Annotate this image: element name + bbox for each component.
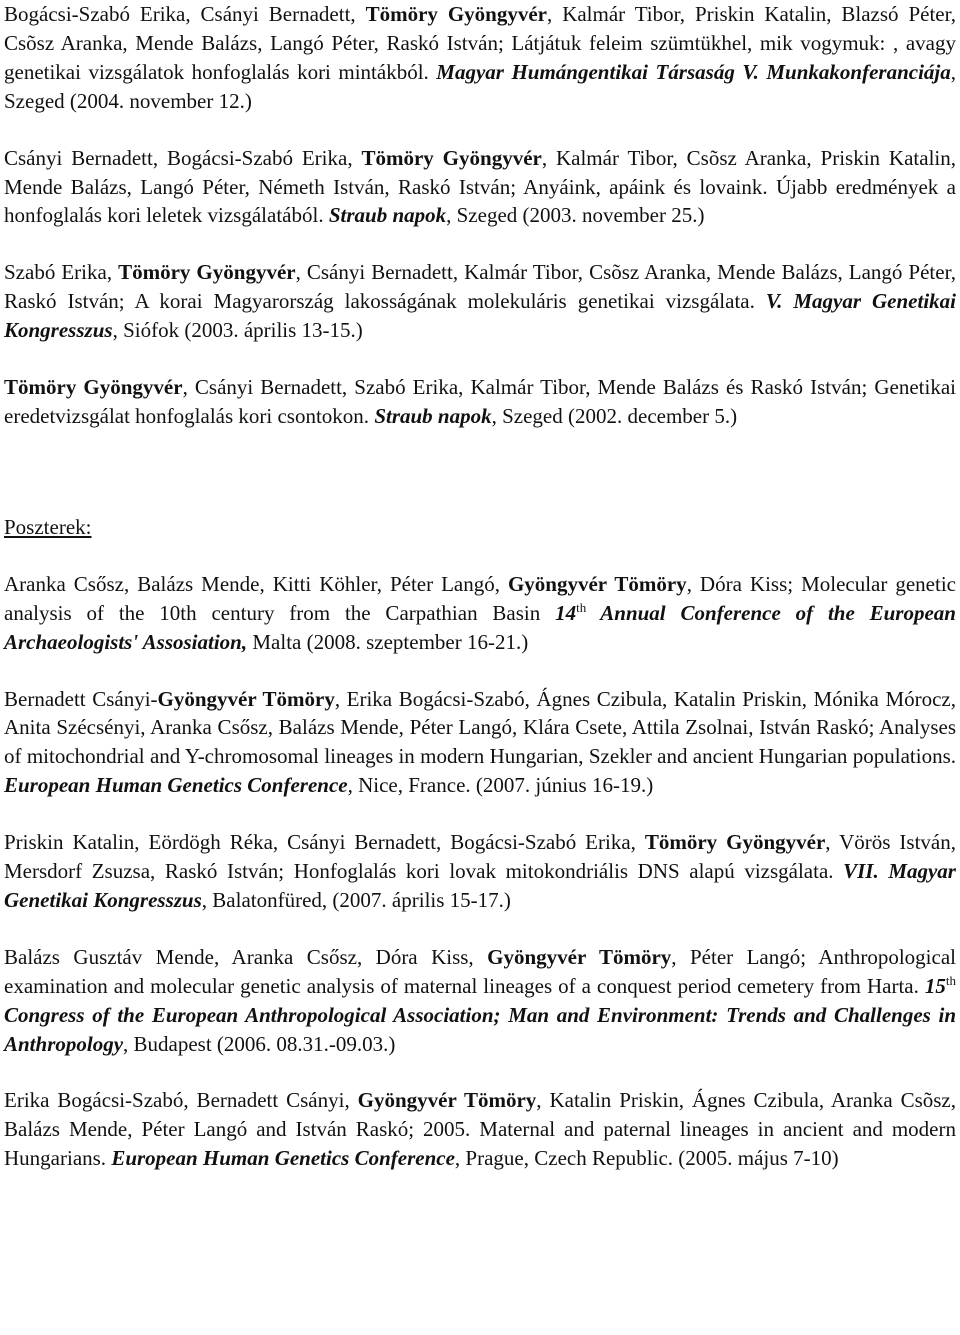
posters-section (4, 513, 956, 1173)
entry-text: , Csányi Bernadett, Kalmár Tibor, Csõsz Aranka, Mende Balázs, Langó Péter, Raskó István; A korai Magyarország lakosságának molekuláris genetikai vizsgálata. (4, 260, 956, 314)
entry-text: Bernadett Csányi- (4, 686, 158, 711)
entry-text: Csányi Bernadett, Bogácsi-Szabó Erika, (4, 145, 362, 170)
entry-text: Erika Bogácsi-Szabó, Bernadett Csányi, (4, 1088, 358, 1113)
poster-entry (4, 1086, 956, 1173)
entry-text: Priskin Katalin, Eördögh Réka, Csányi Bernadett, Bogácsi-Szabó Erika, (4, 830, 645, 855)
talk-entry (4, 258, 956, 345)
entry-text: , Kalmár Tibor, Priskin Katalin, Blazsó Péter, Csõsz Aranka, Mende Balázs, Langó Péter, Raskó István; Látjátuk feleim szümtükhel, mik vogymuk: , avagy genetikai vizsgálatok honfoglalás kori mintákból. (4, 2, 956, 84)
entry-text: , Dóra Kiss; Molecular genetic analysis of the 10th century from the Carpathian Basin (4, 571, 956, 625)
talk-entry (4, 373, 956, 431)
entry-text: , Katalin Priskin, Ágnes Czibula, Aranka Csõsz, Balázs Mende, Péter Langó and István Raskó; 2005. Maternal and paternal lineages in ancient and modern Hungarians. (4, 1088, 956, 1171)
entry-emphasis: Straub napok (374, 403, 492, 428)
entry-emphasis: Tömöry Gyöngyvér (4, 375, 183, 400)
entry-text: , Szeged (2004. november 12.) (4, 59, 956, 113)
poster-entry (4, 943, 956, 1059)
poster-entry (4, 685, 956, 801)
entry-text: , Péter Langó; Anthropological examination and molecular genetic analysis of maternal lineages of a conquest period cemetery from Harta. (4, 944, 956, 998)
entry-emphasis: European Human Genetics Conference (111, 1146, 455, 1171)
entry-emphasis: Annual Conference of the European Archaeologists' Assosiation, (4, 600, 956, 654)
entry-text: Balázs Gusztáv Mende, Aranka Csősz, Dóra Kiss, (4, 944, 488, 969)
entry-emphasis: Tömöry Gyöngyvér (361, 145, 542, 170)
entry-text: , Nice, France. (2007. június 16-19.) (347, 773, 654, 798)
entry-text: , Szeged (2002. december 5.) (491, 403, 738, 428)
entry-text: , Prague, Czech Republic. (2005. május 7-10) (454, 1146, 839, 1171)
entry-text: Malta (2008. szeptember 16-21.) (247, 629, 529, 654)
entry-text: Szabó Erika, (4, 260, 119, 285)
entry-emphasis: VII. Magyar Genetikai Kongresszus (4, 859, 956, 912)
entry-text: Aranka Csősz, Balázs Mende, Kitti Köhler, Péter Langó, (4, 571, 508, 596)
entry-emphasis: 14 (555, 600, 577, 625)
talks-section (4, 0, 956, 431)
entry-text: , Kalmár Tibor, Csõsz Aranka, Priskin Katalin, Mende Balázs, Langó Péter, Németh István, Raskó István; Anyáink, apáink és lovaink. Újabb eredmények a honfoglalás kori leletek vizsgálatából. (4, 145, 956, 228)
entry-text: , Balatonfüred, (2007. április 15-17.) (201, 887, 511, 912)
talk-entry (4, 144, 956, 231)
entry-text: , Siófok (2003. április 13-15.) (112, 318, 363, 343)
ordinal-superscript: th (576, 599, 587, 615)
poster-entries (4, 570, 956, 1173)
entry-emphasis: Straub napok (328, 203, 447, 228)
entry-emphasis: Gyöngyvér Tömöry (157, 686, 335, 711)
entry-emphasis: European Human Genetics Conference (4, 773, 348, 798)
entry-text: , Csányi Bernadett, Szabó Erika, Kalmár Tibor, Mende Balázs és Raskó István; Genetikai eredetvizsgálat honfoglalás kori csontokon. (4, 375, 956, 428)
entry-emphasis: Tömöry Gyöngyvér (365, 2, 548, 26)
entry-text: Bogácsi-Szabó Erika, Csányi Bernadett, (4, 2, 366, 26)
entry-emphasis: Tömöry Gyöngyvér (118, 260, 296, 285)
entry-emphasis: Gyöngyvér Tömöry (487, 944, 672, 969)
entry-emphasis: V. Magyar Genetikai Kongresszus (4, 289, 956, 343)
talk-entry (4, 0, 956, 116)
entry-emphasis: Congress of the European Anthropological Association; Man and Environment: Trends and Challenges in Anthropology (4, 1002, 956, 1056)
entry-emphasis: Gyöngyvér Tömöry (507, 571, 687, 596)
entry-emphasis: Tömöry Gyöngyvér (644, 830, 826, 855)
ordinal-superscript: th (945, 972, 956, 988)
entry-text: , Budapest (2006. 08.31.-09.03.) (123, 1031, 396, 1056)
document-page (4, 0, 956, 1173)
entry-emphasis: Gyöngyvér Tömöry (357, 1088, 537, 1113)
entry-emphasis: Magyar Humángentikai Társaság V. Munkakonferanciája (436, 59, 951, 84)
entry-emphasis: 15 (924, 973, 946, 998)
entry-text: , Vörös István, Mersdorf Zsuzsa, Raskó István; Honfoglalás kori lovak mitokondriális DNS alapú vizsgálata. (4, 830, 956, 884)
poster-entry (4, 570, 956, 657)
posters-heading: Poszterek: (4, 514, 92, 539)
entry-text: , Erika Bogácsi-Szabó, Ágnes Czibula, Katalin Priskin, Mónika Mórocz, Anita Szécsényi, Aranka Csősz, Balázs Mende, Péter Langó, Klára Csete, Attila Zsolnai, István Raskó; Analyses of mitochondrial and Y-chromosomal lineages in modern Hungarian, Szekler and ancient Hungarian populations. (4, 686, 956, 769)
entry-text: , Szeged (2003. november 25.) (446, 203, 705, 228)
poster-entry (4, 828, 956, 915)
